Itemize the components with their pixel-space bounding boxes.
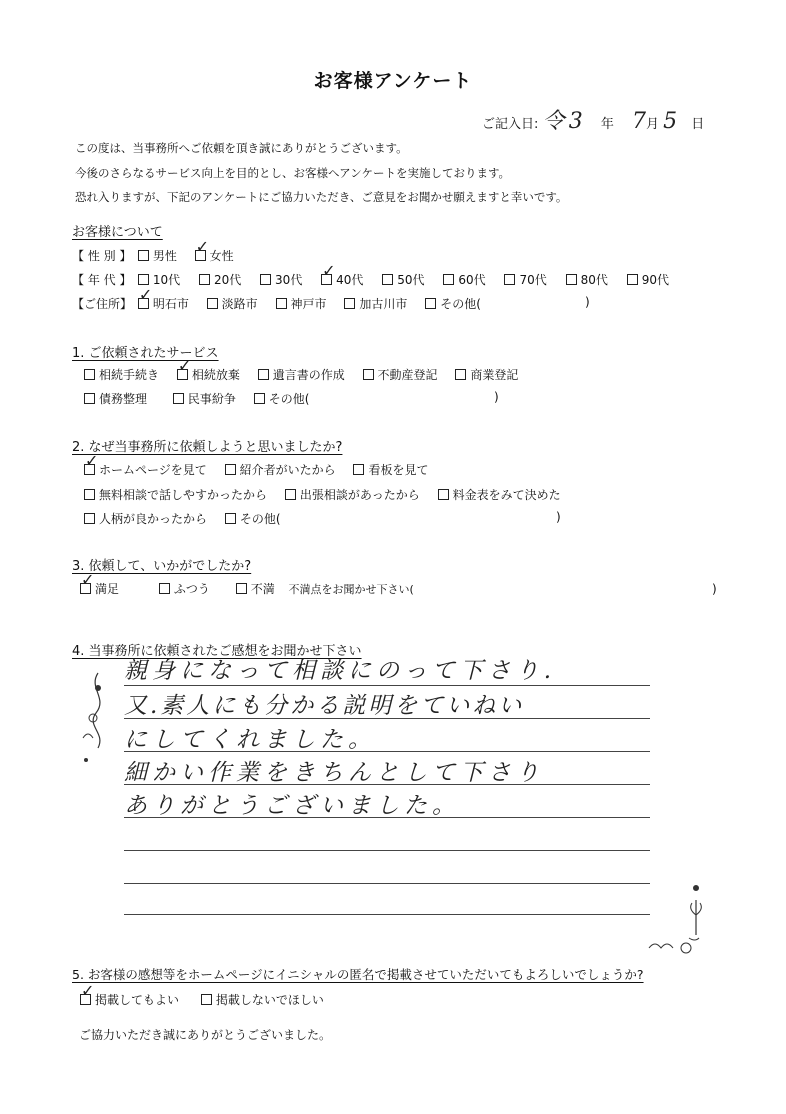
customer-heading: お客様について	[72, 225, 163, 240]
checkbox[interactable]	[138, 274, 149, 285]
handwritten-answer: ありがとうございました。	[124, 793, 460, 819]
date-year-unit: 年	[600, 117, 614, 132]
option-label: 90代	[641, 273, 669, 287]
checkbox[interactable]	[443, 274, 454, 285]
option-label: 人柄が良かったから	[99, 512, 208, 526]
date-year: 3	[568, 109, 583, 134]
intro-line: 今後のさらなるサービス向上を目的とし、お客様へアンケートを実施しております。	[75, 166, 511, 180]
age-label: 【 年 代 】	[72, 273, 132, 287]
q3-row	[80, 580, 414, 597]
checkbox[interactable]	[260, 274, 271, 285]
checkbox[interactable]	[566, 274, 577, 285]
checkbox[interactable]	[344, 298, 355, 309]
answer-line	[124, 914, 650, 915]
option-label: 債務整理	[99, 392, 148, 406]
date-label: ご記入日:	[482, 117, 539, 132]
option-label: 民事紛争	[187, 392, 236, 406]
age-row	[72, 271, 669, 288]
q2-row	[84, 461, 428, 478]
option-label: 商業登記	[470, 368, 519, 382]
option-label: 不満	[250, 582, 275, 596]
handwritten-answer: 細かい作業をきちんとして下さり	[124, 760, 544, 786]
checkbox[interactable]	[285, 489, 296, 500]
date-month: 7	[631, 109, 646, 134]
option-label: 20代	[213, 273, 242, 287]
q4-heading: 4. 当事務所に依頼されたご感想をお聞かせ下さい	[72, 644, 362, 659]
option-label: その他(	[239, 512, 281, 526]
checkbox[interactable]	[225, 513, 236, 524]
q3-note-close: )	[712, 582, 717, 596]
option-label: ふつう	[173, 582, 210, 596]
option-label: ホームページを見て	[99, 463, 207, 477]
checkbox[interactable]	[84, 513, 95, 524]
address-row	[72, 295, 481, 312]
q2-other-close: )	[556, 510, 561, 524]
option-label: 相続放棄	[191, 368, 240, 382]
checkbox[interactable]	[138, 250, 149, 261]
handwritten-answer: 又.素人にも分かる説明をていねい	[124, 693, 525, 719]
date-day-unit: 日	[691, 117, 705, 132]
answer-line	[124, 883, 650, 884]
q3-heading: 3. 依頼して、いかがでしたか?	[72, 559, 252, 574]
checkbox[interactable]	[201, 994, 212, 1005]
q1-heading: 1. ご依頼されたサービス	[72, 346, 219, 361]
q5-heading: 5. お客様の感想等をホームページにイニシャルの匿名で掲載させていただいてもよろしいでしょうか?	[72, 967, 644, 982]
option-label: 50代	[397, 273, 425, 287]
option-label: 掲載しないでほしい	[215, 993, 324, 1007]
checkbox[interactable]	[199, 274, 210, 285]
option-label: 無料相談で話しやすかったから	[99, 488, 268, 502]
checkbox-checked[interactable]	[80, 583, 91, 594]
option-label: 淡路市	[221, 297, 258, 311]
date-day: 5	[663, 109, 678, 134]
option-label: 料金表をみて決めた	[452, 488, 561, 502]
intro-line: この度は、当事務所へご依頼を頂き誠にありがとうございます。	[75, 141, 408, 155]
option-label: 掲載してもよい	[95, 993, 180, 1007]
checkbox[interactable]	[382, 274, 393, 285]
option-label: 40代	[336, 273, 364, 287]
option-label: 看板を見て	[368, 463, 429, 477]
date-month-unit: 月	[645, 117, 659, 132]
q5-row	[80, 991, 324, 1008]
floral-decoration-icon	[644, 880, 714, 960]
checkbox[interactable]	[236, 583, 247, 594]
closing-message: ご協力いただき誠にありがとうございました。	[79, 1028, 332, 1042]
option-label: 明石市	[152, 297, 189, 311]
q2-row	[84, 510, 281, 527]
option-label: 70代	[519, 273, 547, 287]
option-label: 加古川市	[359, 297, 408, 311]
checkbox[interactable]	[254, 393, 265, 404]
checkbox[interactable]	[627, 274, 638, 285]
handwritten-answer: にしてくれました。	[124, 727, 376, 753]
checkbox[interactable]	[159, 583, 170, 594]
answer-line	[124, 850, 650, 851]
option-label: 不動産登記	[377, 368, 438, 382]
q2-row	[84, 486, 561, 503]
option-label: 遺言書の作成	[272, 368, 345, 382]
option-label: 紹介者がいたから	[239, 463, 336, 477]
option-label: 60代	[458, 273, 486, 287]
checkbox[interactable]	[504, 274, 515, 285]
option-label: その他(	[440, 297, 481, 311]
checkbox-checked[interactable]	[195, 250, 206, 261]
checkbox-checked[interactable]	[84, 464, 95, 475]
checkbox[interactable]	[84, 393, 95, 404]
option-label: 満足	[95, 582, 120, 596]
option-label: 相続手続き	[99, 368, 160, 382]
gender-label: 【 性 別 】	[72, 249, 132, 263]
q1-row	[84, 366, 518, 383]
checkbox[interactable]	[363, 369, 374, 380]
checkbox-checked[interactable]	[138, 298, 149, 309]
floral-decoration-icon	[78, 668, 118, 768]
option-label: 10代	[152, 273, 181, 287]
q2-heading: 2. なぜ当事務所に依頼しようと思いましたか?	[72, 440, 343, 455]
checkbox[interactable]	[258, 369, 269, 380]
checkbox[interactable]	[207, 298, 218, 309]
checkbox[interactable]	[438, 489, 449, 500]
option-label: 神戸市	[290, 297, 327, 311]
checkbox[interactable]	[276, 298, 287, 309]
page-title: お客様アンケート	[313, 70, 473, 92]
option-label: その他(	[268, 392, 310, 406]
gender-row	[72, 247, 248, 264]
checkbox[interactable]	[425, 298, 436, 309]
option-label: 男性	[152, 249, 177, 263]
address-other-close: )	[585, 295, 590, 309]
answer-line	[124, 685, 650, 686]
option-label: 30代	[275, 273, 303, 287]
checkbox[interactable]	[84, 489, 95, 500]
checkbox[interactable]	[225, 464, 236, 475]
date-era: 令	[542, 109, 565, 134]
intro-line: 恐れ入りますが、下記のアンケートにご協力いただき、ご意見をお聞かせ願えますと幸いです。	[75, 190, 568, 204]
option-label: 女性	[209, 249, 234, 263]
checkbox[interactable]	[455, 369, 466, 380]
q3-note: 不満点をお聞かせ下さい(	[288, 583, 414, 596]
q1-row	[84, 390, 309, 407]
handwritten-answer: 親身になって相談にのって下さり.	[124, 658, 557, 684]
option-label: 80代	[580, 273, 608, 287]
checkbox[interactable]	[84, 369, 95, 380]
option-label: 出張相談があったから	[299, 488, 420, 502]
checkbox-checked[interactable]	[80, 994, 91, 1005]
checkbox-checked[interactable]	[321, 274, 332, 285]
date-field	[482, 104, 704, 135]
q1-other-close: )	[494, 390, 499, 404]
checkbox-checked[interactable]	[177, 369, 188, 380]
checkbox[interactable]	[173, 393, 184, 404]
address-label: 【ご住所】	[72, 297, 133, 311]
checkbox[interactable]	[353, 464, 364, 475]
